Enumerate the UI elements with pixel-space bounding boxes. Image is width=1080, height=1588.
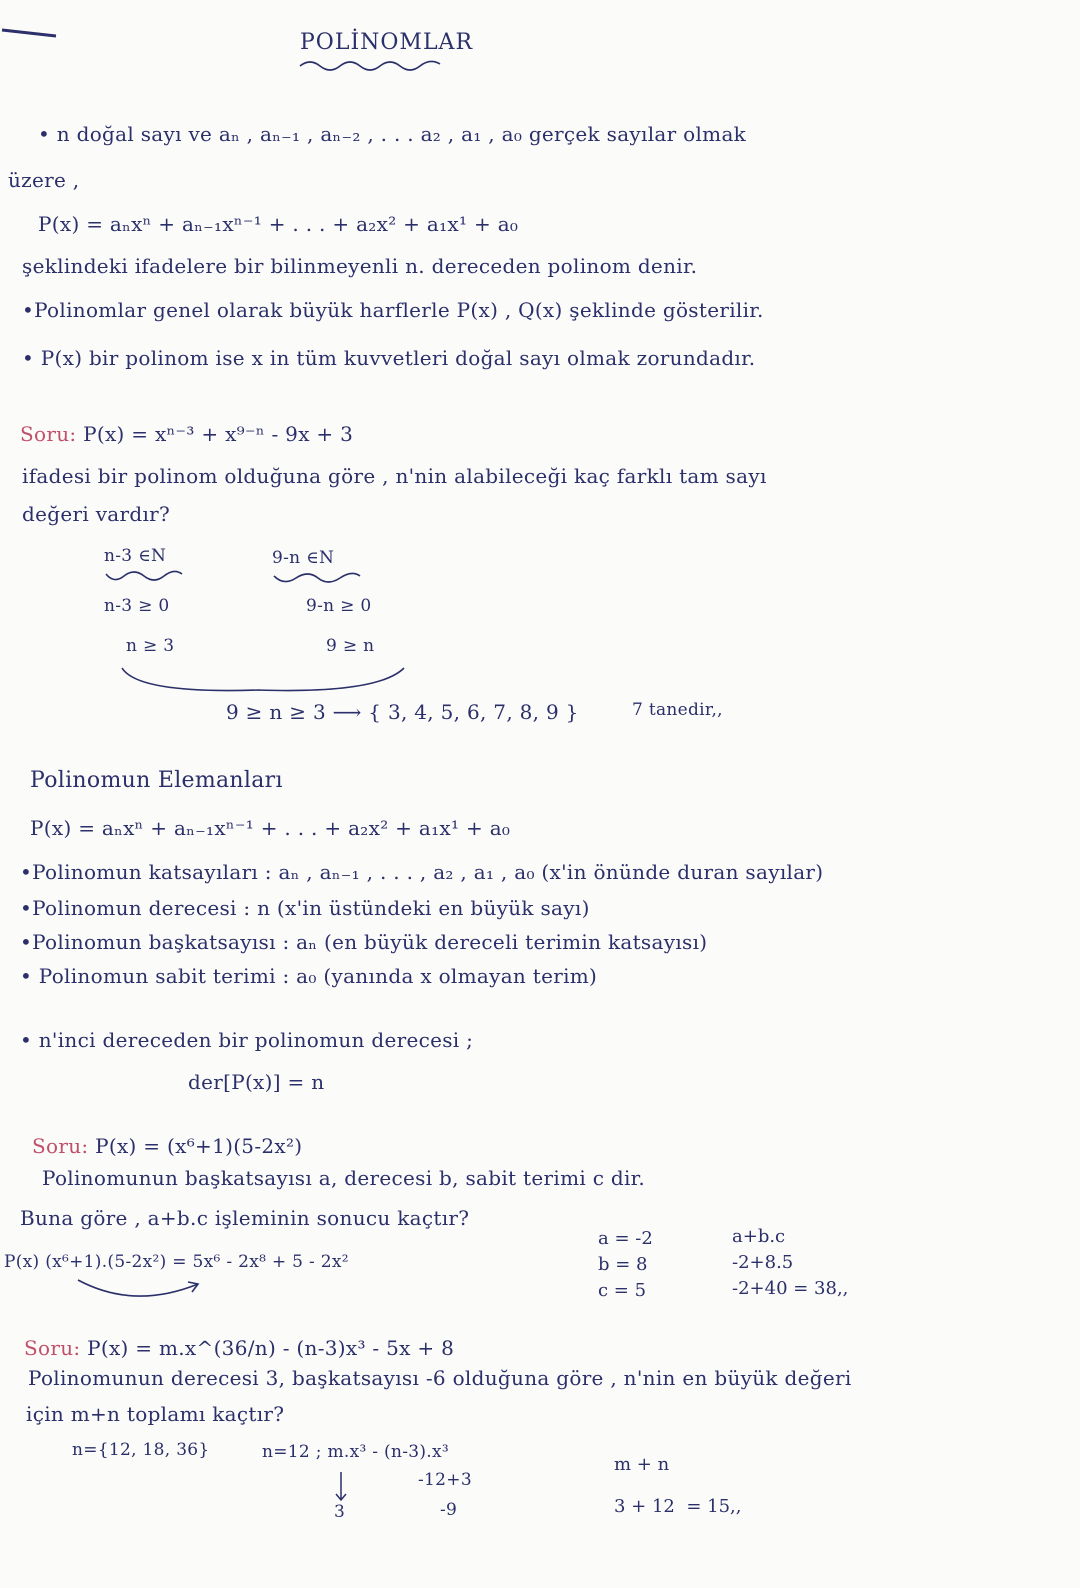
elements-formula: P(x) = aₙxⁿ + aₙ₋₁xⁿ⁻¹ + . . . + a₂x² + a₁x¹ + a₀: [30, 816, 511, 840]
pen-stroke-mark: [0, 26, 60, 38]
q1-condition-1a: n-3 ∈N: [104, 546, 167, 566]
q1-text-1: ifadesi bir polinom olduğuna göre , n'nin alabileceği kaç farklı tam sayı: [22, 464, 767, 488]
q2-distribution-arrow: [74, 1276, 204, 1306]
q2-text-1: Polinomunun başkatsayısı a, derecesi b, sabit terimi c dir.: [42, 1166, 645, 1190]
q2-work: P(x) (x⁶+1).(5-2x²) = 5x⁶ - 2x⁸ + 5 - 2x²: [4, 1252, 349, 1272]
q2-text-2: Buna göre , a+b.c işleminin sonucu kaçtır?: [20, 1206, 470, 1230]
q3-set: n={12, 18, 36}: [72, 1440, 210, 1460]
q3-work-3: -9: [440, 1500, 458, 1520]
q2-label: Soru:: [32, 1134, 89, 1158]
q1-condition-2c: 9 ≥ n: [326, 636, 375, 656]
q3-expression: P(x) = m.x^(36/n) - (n-3)x³ - 5x + 8: [87, 1336, 455, 1360]
q1-condition-1b: n-3 ≥ 0: [104, 596, 170, 616]
q1-squiggle-1: [104, 570, 184, 584]
intro-rule: • P(x) bir polinom ise x in tüm kuvvetleri doğal sayı olmak zorundadır.: [22, 346, 756, 370]
q1-brace: [118, 664, 408, 698]
q3-text-1: Polinomunun derecesi 3, başkatsayısı -6 olduğuna göre , n'nin en büyük değeri: [28, 1366, 852, 1390]
q2-expression: P(x) = (x⁶+1)(5-2x²): [95, 1134, 303, 1158]
elements-degree-notation: der[P(x)] = n: [188, 1070, 325, 1094]
q3-work-1: n=12 ; m.x³ - (n-3).x³: [262, 1442, 450, 1462]
q1-text-2: değeri vardır?: [22, 502, 171, 526]
q3-down-arrow: [334, 1470, 348, 1504]
intro-definition: şeklindeki ifadelere bir bilinmeyenli n. dereceden polinom denir.: [22, 254, 698, 278]
polynomial-formula: P(x) = aₙxⁿ + aₙ₋₁xⁿ⁻¹ + . . . + a₂x² + a₁x¹ + a₀: [38, 212, 519, 236]
q1-result: 9 ≥ n ≥ 3 ⟶ { 3, 4, 5, 6, 7, 8, 9 }: [226, 700, 579, 724]
q1-condition-1c: n ≥ 3: [126, 636, 175, 656]
q3-arrow-value: 3: [334, 1502, 346, 1522]
elements-constant-term: • Polinomun sabit terimi : a₀ (yanında x olmayan terim): [20, 964, 598, 988]
q1-label: Soru:: [20, 422, 77, 446]
elements-nth-degree: • n'inci dereceden bir polinomun derecesi ;: [20, 1028, 474, 1052]
intro-notation: •Polinomlar genel olarak büyük harflerle P(x) , Q(x) şeklinde gösterilir.: [22, 298, 764, 322]
page-title: POLİNOMLAR: [300, 30, 474, 55]
title-underline-squiggle: [298, 58, 448, 72]
q1-answer: 7 tanedir,,: [632, 700, 723, 720]
q1-condition-2b: 9-n ≥ 0: [306, 596, 372, 616]
elements-leading-coefficient: •Polinomun başkatsayısı : aₙ (en büyük dereceli terimin katsayısı): [20, 930, 708, 954]
q2-statement: [32, 1134, 302, 1158]
elements-heading: Polinomun Elemanları: [30, 768, 283, 793]
q1-squiggle-2: [272, 572, 362, 586]
q3-work-2: -12+3: [418, 1470, 472, 1490]
q1-condition-2a: 9-n ∈N: [272, 548, 335, 568]
elements-coefficients: •Polinomun katsayıları : aₙ , aₙ₋₁ , . . . , a₂ , a₁ , a₀ (x'in önünde duran sayılar): [20, 860, 824, 884]
q1-expression: P(x) = xⁿ⁻³ + x⁹⁻ⁿ - 9x + 3: [83, 422, 354, 446]
q3-statement: [24, 1336, 454, 1360]
q2-calculation: a+b.c -2+8.5 -2+40 = 38,,: [732, 1226, 849, 1299]
q3-sum: m + n 3 + 12 = 15,,: [614, 1454, 742, 1517]
elements-degree: •Polinomun derecesi : n (x'in üstündeki en büyük sayı): [20, 896, 590, 920]
intro-line-1: • n doğal sayı ve aₙ , aₙ₋₁ , aₙ₋₂ , . . . a₂ , a₁ , a₀ gerçek sayılar olmak: [38, 122, 747, 146]
q3-label: Soru:: [24, 1336, 81, 1360]
q2-values: a = -2 b = 8 c = 5: [598, 1228, 653, 1301]
q3-text-2: için m+n toplamı kaçtır?: [26, 1402, 285, 1426]
intro-line-2: üzere ,: [8, 168, 80, 192]
q1-statement: [20, 422, 353, 446]
